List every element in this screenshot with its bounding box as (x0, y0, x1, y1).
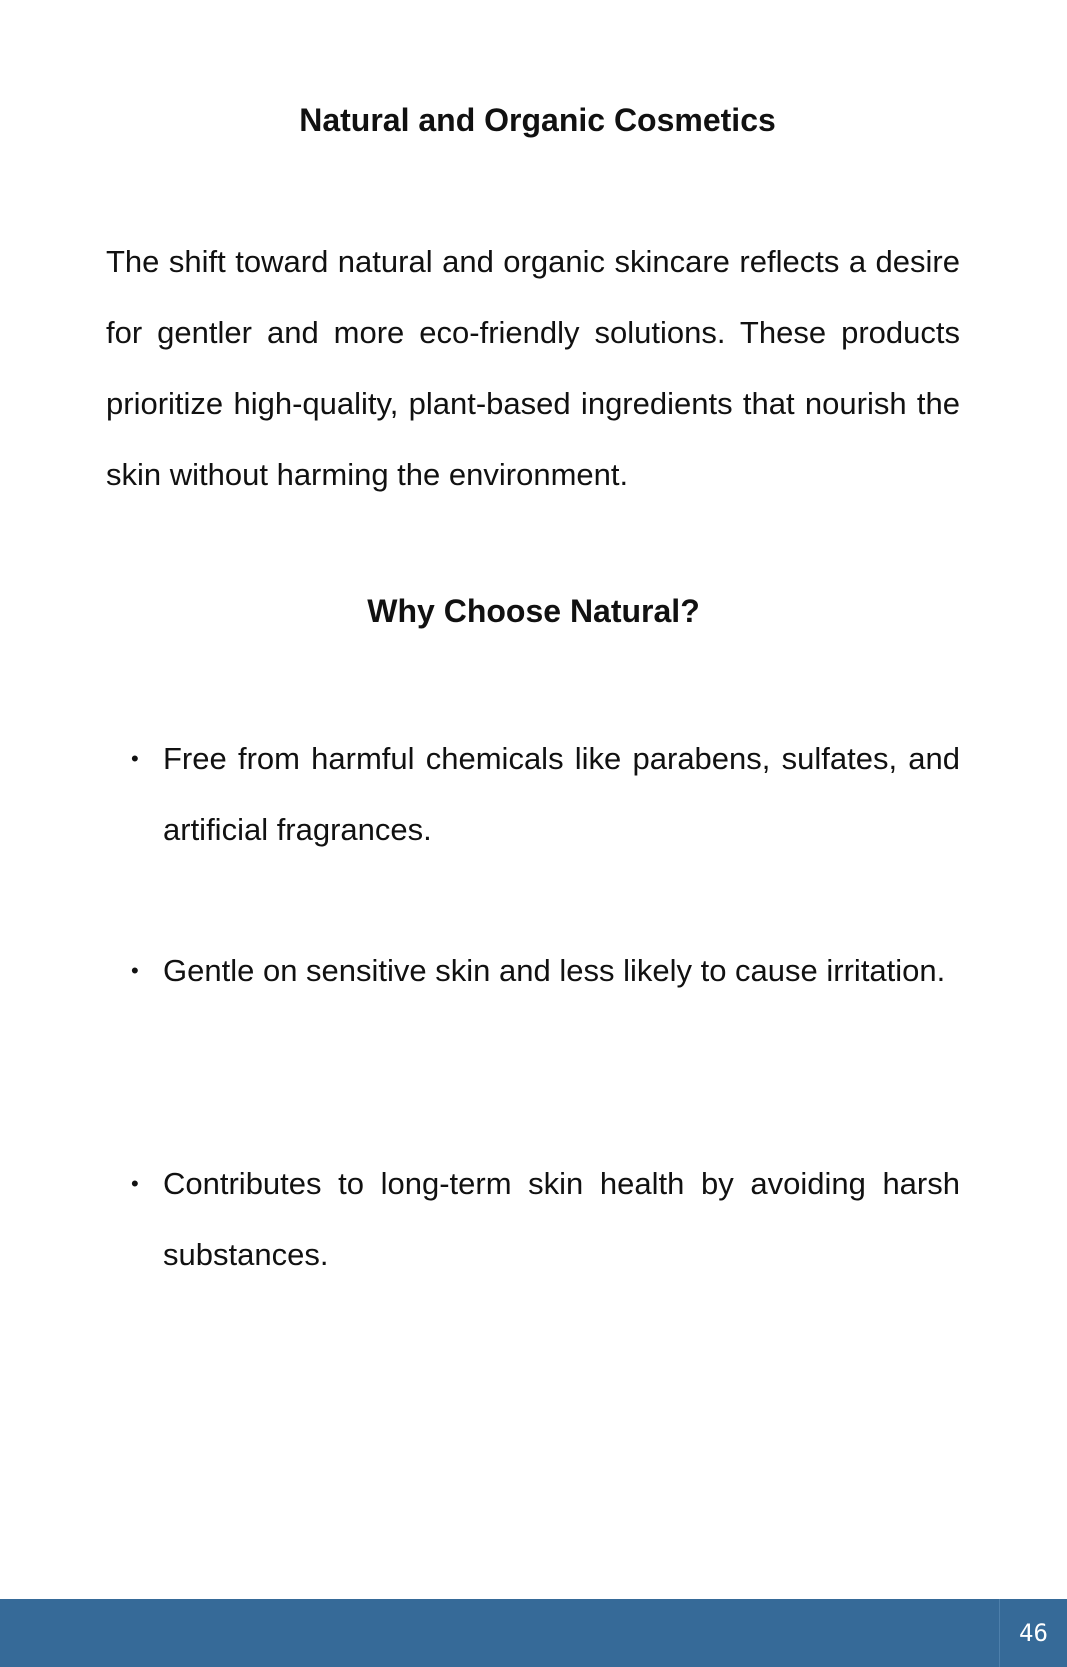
page-number: 46 (999, 1599, 1067, 1667)
list-item-text: Free from harmful chemicals like parabens, sulfates, and artificial fragrances. (163, 741, 960, 847)
intro-paragraph: The shift toward natural and organic skincare reflects a desire for gentler and more eco-friendly solutions. These products prioritize high-quality, plant-based ingredients that nourish the skin without harming the environment. (106, 244, 960, 492)
bullet-icon: • (131, 1171, 139, 1196)
list-item-text: Gentle on sensitive skin and less likely to cause irritation. (163, 953, 946, 988)
bullet-icon: • (131, 958, 139, 983)
list-item-text: Contributes to long-term skin health by avoiding harsh substances. (163, 1166, 960, 1272)
bullet-icon: • (131, 746, 139, 771)
page-title: Natural and Organic Cosmetics (299, 102, 776, 138)
section-heading: Why Choose Natural? (367, 593, 700, 629)
footer-bar (0, 1599, 1067, 1667)
